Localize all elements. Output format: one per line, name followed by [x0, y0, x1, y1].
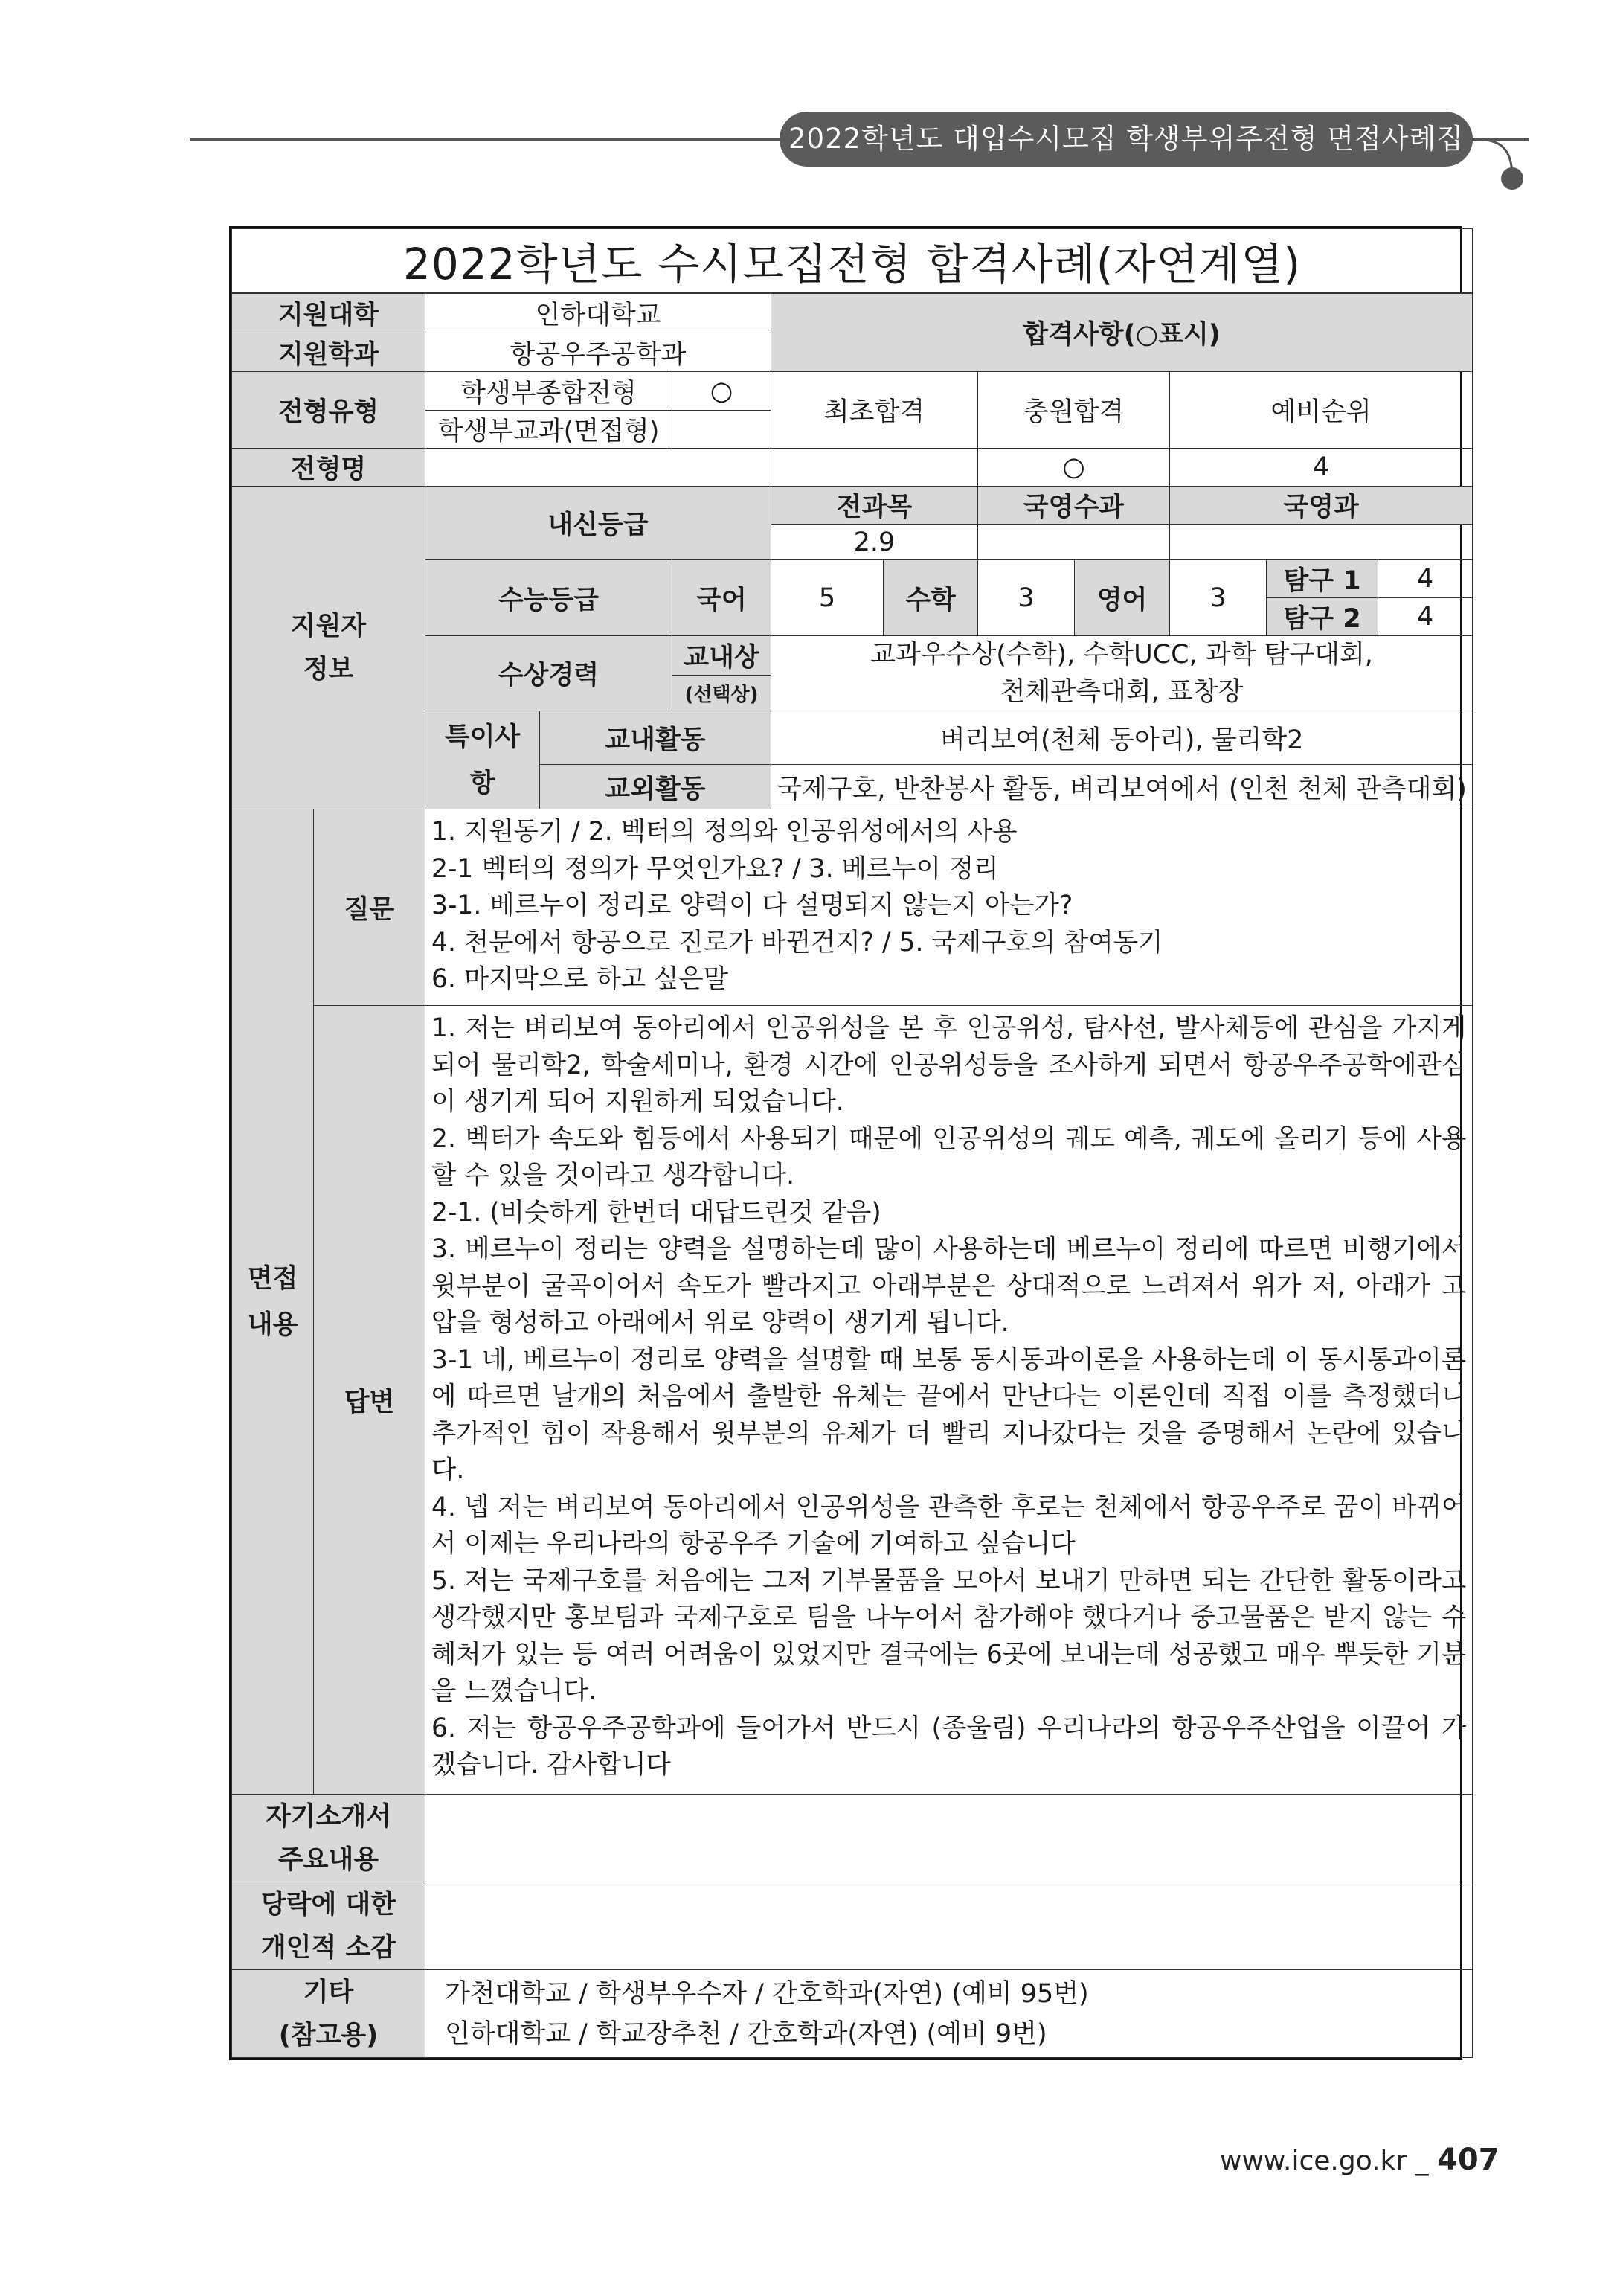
gpa-kes-label: 국영과 [1170, 487, 1473, 525]
awards-label: 수상경력 [425, 636, 672, 711]
header-curve-decoration [1469, 131, 1536, 190]
result-additional-label: 충원합격 [978, 372, 1170, 449]
answer-label: 답변 [314, 1006, 425, 1795]
form-title: 2022학년도 수시모집전형 합격사례(자연계열) [232, 229, 1473, 293]
type-option-interview-mark [672, 411, 771, 449]
interview-label: 면접 내용 [232, 809, 314, 1795]
type-option-comprehensive-mark: ○ [672, 372, 771, 411]
gpa-kems-label: 국영수과 [978, 487, 1170, 525]
awards-selected-note: (선택상) [672, 676, 771, 711]
university-value: 인하대학교 [425, 293, 771, 333]
etc-value: 가천대학교 / 학생부우수자 / 간호학과(자연) (예비 95번) 인하대학교 / 학교장추천 / 간호학과(자연) (예비 9번) [425, 1970, 1473, 2058]
gpa-kes-value [1170, 525, 1473, 560]
csat-inquiry1-value: 4 [1378, 560, 1473, 598]
awards-value: 교과우수상(수학), 수학UCC, 과학 탐구대회, 천체관측대회, 표창장 [771, 636, 1473, 711]
dept-value: 항공우주공학과 [425, 333, 771, 372]
csat-label: 수능등급 [425, 560, 672, 636]
track-name-value [425, 449, 771, 487]
page-number: 407 [1437, 2143, 1500, 2177]
out-school-activity-value: 국제구호, 반찬봉사 활동, 벼리보여에서 (인천 천체 관측대회) [771, 765, 1473, 809]
csat-english-label: 영어 [1075, 560, 1170, 636]
gpa-label: 내신등급 [425, 487, 771, 560]
csat-inquiry1-label: 탐구 1 [1267, 560, 1378, 598]
gpa-all-subjects-label: 전과목 [771, 487, 978, 525]
admission-case-form [229, 226, 1467, 2060]
essay-label: 자기소개서 주요내용 [232, 1795, 425, 1882]
in-school-activity-value: 벼리보여(천체 동아리), 물리학2 [771, 711, 1473, 765]
result-first-label: 최초합격 [771, 372, 978, 449]
university-label: 지원대학 [232, 293, 425, 333]
answers-text: 1. 저는 벼리보여 동아리에서 인공위성을 본 후 인공위성, 탐사선, 발사체등에 관심을 가지게 되어 물리학2, 학술세미나, 환경 시간에 인공위성등을 조사하게 되면서 항공우주공학에관심이 생기게 되어 지원하게 되었습니다. 2. 벡터가 속도와 힘등에서 사용되기 때문에 인공위성의 궤도 예측, 궤도에 올리기 등에 사용할 수 있을 것이라고 생각합니다. 2-1. (비슷하게 한번더 대답드린것 같음) 3. 베르누이 정리는 양력을 설명하는데 많이 사용하는데 베르누이 정리에 따르면 비행기에서 윗부분이 굴곡이어서 속도가 빨라지고 아래부분은 상대적으로 느려져서 위가 저, 아래가 고 압을 형성하고 아래에서 위로 양력이 생기게 됩니다. 3-1 네, 베르누이 정리로 양력을 설명할 때 보통 동시동과이론을 사용하는데 이 동시통과이론에 따르면 날개의 처음에서 출발한 유체는 끝에서 만난다는 이론인데 직접 이를 측정했더니 추가적인 힘이 작용해서 윗부분의 유체가 더 빨리 지나갔다는 것을 증명해서 논란에 있습니다. 4. 넵 저는 벼리보여 동아리에서 인공위성을 관측한 후로는 천체에서 항공우주로 꿈이 바뀌어서 이제는 우리나라의 항공우주 기술에 기여하고 싶습니다 5. 저는 국제구호를 처음에는 그저 기부물품을 모아서 보내기 만하면 되는 간단한 활동이라고 생각했지만 홍보팀과 국제구호로 팀을 나누어서 참가해야 했다거나 중고물품은 받지 않는 수혜처가 있는 등 여러 어려움이 있었지만 결국에는 6곳에 보내는데 성공했고 매우 뿌듯한 기분을 느꼈습니다. 6. 저는 항공우주공학과에 들어가서 반드시 (종울림) 우리나라의 항공우주산업을 이끌어 가겠습니다. 감사합니다 [425, 1006, 1473, 1795]
special-notes-label: 특이사 항 [425, 711, 540, 809]
result-additional-value: ○ [978, 449, 1170, 487]
applicant-info-label: 지원자 정보 [232, 487, 425, 809]
csat-inquiry2-label: 탐구 2 [1267, 598, 1378, 636]
out-school-activity-label: 교외활동 [540, 765, 771, 809]
csat-math-value: 3 [978, 560, 1075, 636]
type-option-comprehensive: 학생부종합전형 [425, 372, 672, 411]
csat-korean-value: 5 [771, 560, 884, 636]
footer-site: www.ice.go.kr _ [1220, 2146, 1438, 2176]
type-option-interview: 학생부교과(면접형) [425, 411, 672, 449]
question-label: 질문 [314, 809, 425, 1006]
csat-english-value: 3 [1170, 560, 1267, 636]
questions-text: 1. 지원동기 / 2. 벡터의 정의와 인공위성에서의 사용 2-1 벡터의 정의가 무엇인가요? / 3. 베르누이 정리 3-1. 베르누이 정리로 양력이 다 설명되지 않는지 아는가? 4. 천문에서 항공으로 진로가 바뀐건지? / 5. 국제구호의 참여동기 6. 마지막으로 하고 싶은말 [425, 809, 1473, 1006]
result-waitlist-value: 4 [1170, 449, 1473, 487]
csat-inquiry2-value: 4 [1378, 598, 1473, 636]
track-name-label: 전형명 [232, 449, 425, 487]
awards-school-label: 교내상 [672, 636, 771, 676]
opinion-label: 당락에 대한 개인적 소감 [232, 1882, 425, 1970]
result-first-value [771, 449, 978, 487]
opinion-value [425, 1882, 1473, 1970]
result-waitlist-label: 예비순위 [1170, 372, 1473, 449]
running-title: 2022학년도 대입수시모집 학생부위주전형 면접사례집 [780, 112, 1473, 167]
dept-label: 지원학과 [232, 333, 425, 372]
csat-korean-label: 국어 [672, 560, 771, 636]
type-label: 전형유형 [232, 372, 425, 449]
gpa-all-subjects-value: 2.9 [771, 525, 978, 560]
etc-label: 기타 (참고용) [232, 1970, 425, 2058]
gpa-kems-value [978, 525, 1170, 560]
in-school-activity-label: 교내활동 [540, 711, 771, 765]
essay-value [425, 1795, 1473, 1882]
csat-math-label: 수학 [884, 560, 978, 636]
admission-result-header: 합격사항(○표시) [771, 293, 1473, 372]
page-footer [1220, 2143, 1500, 2177]
